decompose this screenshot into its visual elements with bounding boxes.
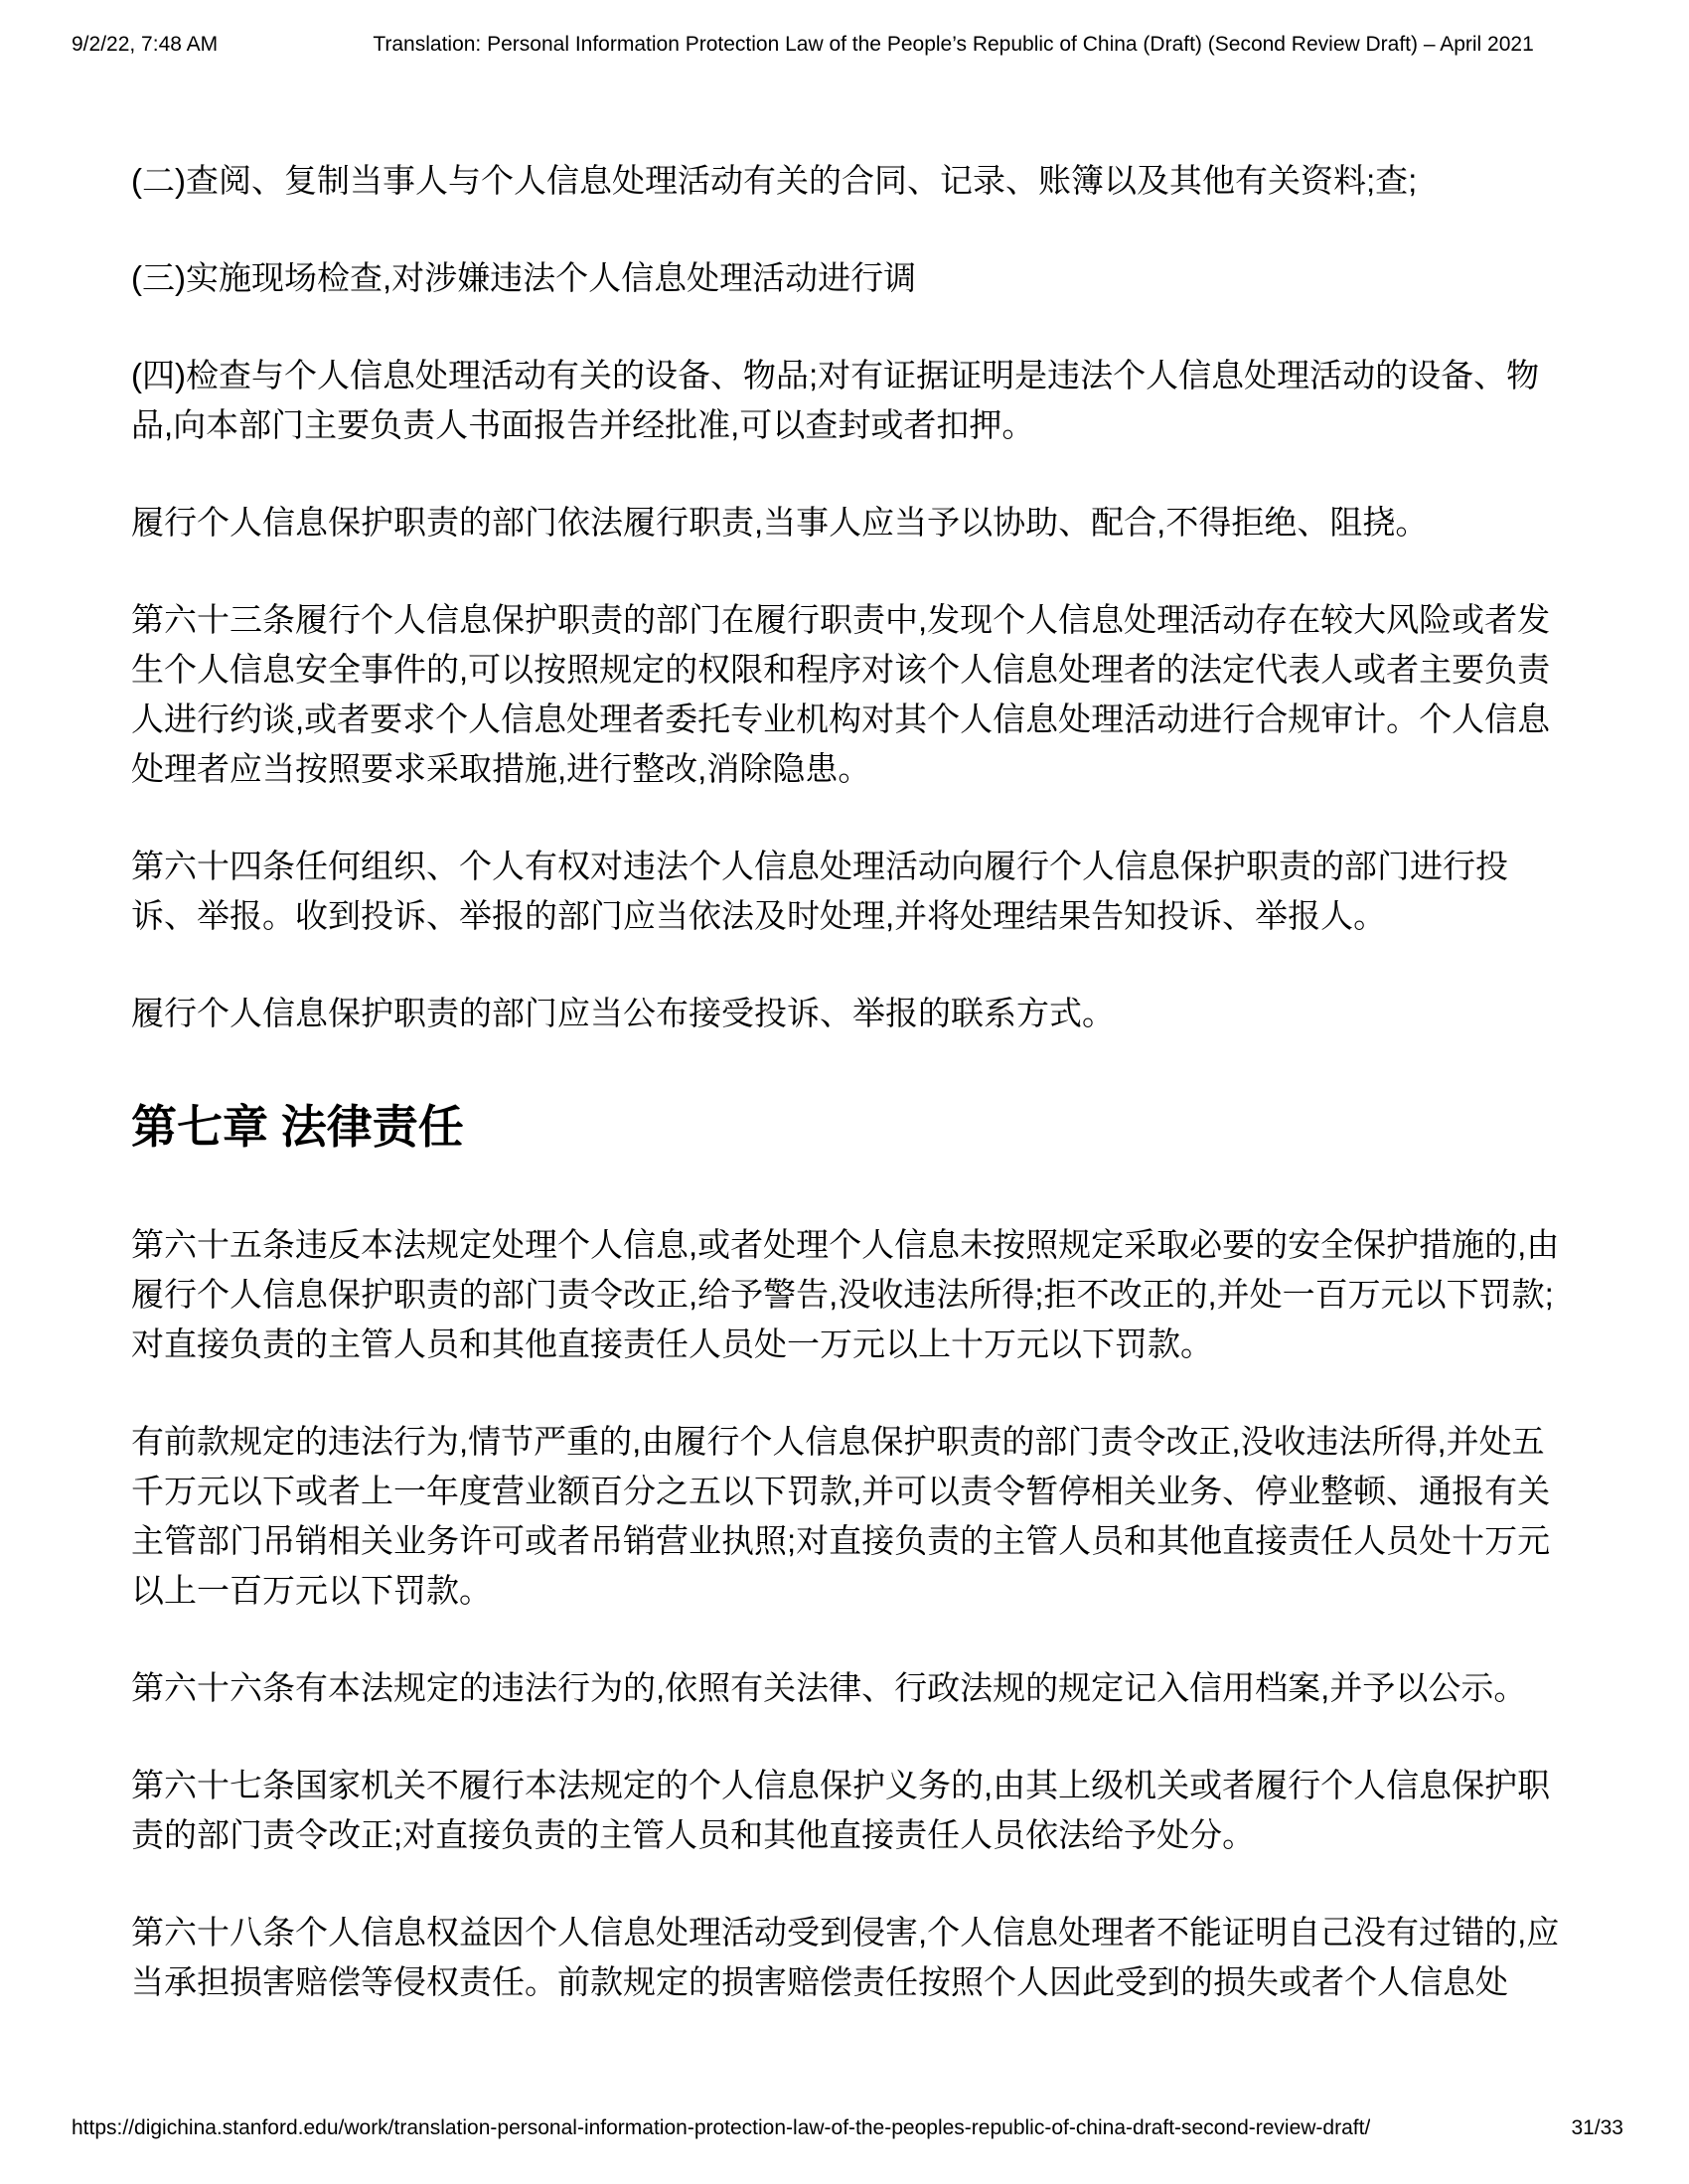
paragraph-article-66: 第六十六条有本法规定的违法行为的,依照有关法律、行政法规的规定记入信用档案,并予以公示。 [131, 1669, 1527, 1707]
page-number: 31/33 [1571, 2115, 1623, 2139]
paragraph-item-3: (三)实施现场检查,对涉嫌违法个人信息处理活动进行调 [131, 259, 917, 296]
paragraph-article-63: 第六十三条履行个人信息保护职责的部门在履行职责中,发现个人信息处理活动存在较大风险或者发生个人信息安全事件的,可以按照规定的权限和程序对该个人信息处理者的法定代表人或者主要负责人进行约谈,或者要求个人信息处理者委托专业机构对其个人信息处理活动进行合规审计。个人信息处理者应当按照要求采取措施,进行整改,消除隐患。 [131, 601, 1551, 787]
paragraph-article-64: 第六十四条任何组织、个人有权对违法个人信息处理活动向履行个人信息保护职责的部门进行投诉、举报。收到投诉、举报的部门应当依法及时处理,并将处理结果告知投诉、举报人。 [131, 848, 1508, 934]
paragraph-complaint-contact: 履行个人信息保护职责的部门应当公布接受投诉、举报的联系方式。 [131, 995, 1115, 1031]
paragraph-article-68: 第六十八条个人信息权益因个人信息处理活动受到侵害,个人信息处理者不能证明自己没有过错的,应当承担损害赔偿等侵权责任。前款规定的损害赔偿责任按照个人因此受到的损失或者个人信息处 [131, 1914, 1560, 2001]
paragraph-cooperation-duty: 履行个人信息保护职责的部门依法履行职责,当事人应当予以协助、配合,不得拒绝、阻挠。 [131, 504, 1429, 541]
print-header [72, 33, 1619, 57]
paragraph-article-67: 第六十七条国家机关不履行本法规定的个人信息保护义务的,由其上级机关或者履行个人信息保护职责的部门责令改正;对直接负责的主管人员和其他直接责任人员依法给予处分。 [131, 1767, 1551, 1854]
print-datetime: 9/2/22, 7:48 AM [72, 33, 219, 56]
paragraph-item-2: (二)查阅、复制当事人与个人信息处理活动有关的合同、记录、账簿以及其他有关资料;查; [131, 162, 1418, 199]
print-document-title: Translation: Personal Information Protection Law of the People’s Republic of China (Draft) (Second Review Draft) – April 2021 [373, 33, 1534, 56]
source-url: https://digichina.stanford.edu/work/translation-personal-information-protection-law-of-the-peoples-republic-of-china-draft-second-review-draft/ [72, 2115, 1371, 2139]
paragraph-article-65: 第六十五条违反本法规定处理个人信息,或者处理个人信息未按照规定采取必要的安全保护措施的,由履行个人信息保护职责的部门责令改正,给予警告,没收违法所得;拒不改正的,并处一百万元以下罚款;对直接负责的主管人员和其他直接责任人员处一万元以上十万元以下罚款。 [131, 1226, 1560, 1363]
document-body [131, 156, 1562, 2055]
print-footer [72, 2116, 1623, 2140]
paragraph-item-4: (四)检查与个人信息处理活动有关的设备、物品;对有证据证明是违法个人信息处理活动的设备、物品,向本部门主要负责人书面报告并经批准,可以查封或者扣押。 [131, 357, 1540, 443]
chapter-heading: 第七章 法律责任 [131, 1101, 464, 1153]
paragraph-article-65-aggravated: 有前款规定的违法行为,情节严重的,由履行个人信息保护职责的部门责令改正,没收违法所得,并处五千万元以下或者上一年度营业额百分之五以下罚款,并可以责令暂停相关业务、停业整顿、通报有关主管部门吊销相关业务许可或者吊销营业执照;对直接负责的主管人员和其他直接责任人员处十万元以上一百万元以下罚款。 [131, 1423, 1551, 1610]
